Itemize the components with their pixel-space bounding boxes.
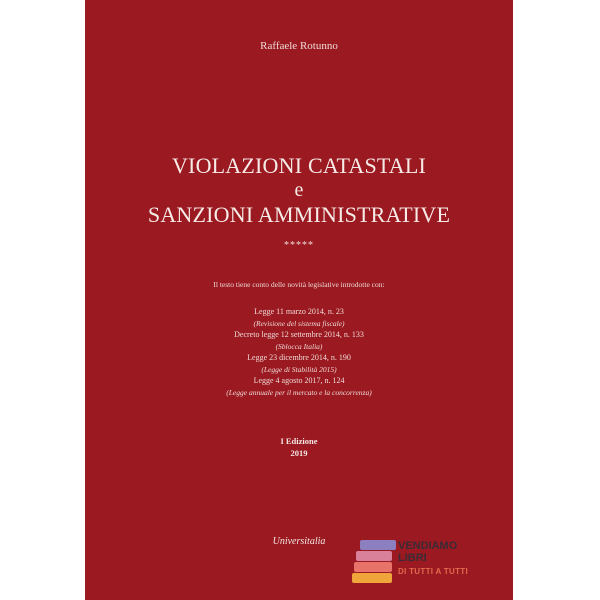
law-item: Decreto legge 12 settembre 2014, n. 133 [234, 330, 364, 339]
cover-intro-text: Il testo tiene conto delle novità legislative introdotte con: [213, 280, 385, 289]
law-note: (Revisione del sistema fiscale) [253, 318, 345, 328]
law-note: (Sblocca Italia) [275, 341, 323, 351]
law-item: Legge 4 agosto 2017, n. 124 [253, 376, 345, 385]
cover-title-line-2: SANZIONI AMMINISTRATIVE [147, 202, 451, 227]
badge-line-1: VENDIAMO [398, 540, 458, 552]
law-list [85, 306, 513, 398]
cover-author: Raffaele Rotunno [260, 40, 338, 52]
law-note: (Legge annuale per il mercato e la concorrenza) [226, 387, 372, 397]
publisher-name: Universitalia [272, 536, 326, 547]
badge-tagline: DI TUTTI A TUTTI [398, 567, 468, 576]
cover-title-line-1: VIOLAZIONI CATASTALI [171, 153, 427, 178]
cover-title-conjunction: e [294, 179, 304, 201]
vendiamo-libri-badge [352, 536, 468, 588]
badge-text [398, 540, 468, 578]
badge-line-2: LIBRI [398, 552, 427, 564]
edition-block [85, 435, 513, 459]
book-cover [85, 0, 513, 600]
stacked-books-icon [352, 536, 396, 586]
cover-title [85, 152, 513, 228]
law-item: Legge 11 marzo 2014, n. 23 [254, 307, 344, 316]
law-note: (Legge di Stabilità 2015) [261, 364, 337, 374]
edition-label: I Edizione [280, 436, 318, 446]
law-item: Legge 23 dicembre 2014, n. 190 [247, 353, 351, 362]
edition-year: 2019 [290, 448, 308, 458]
separator-stars: ***** [284, 240, 314, 251]
